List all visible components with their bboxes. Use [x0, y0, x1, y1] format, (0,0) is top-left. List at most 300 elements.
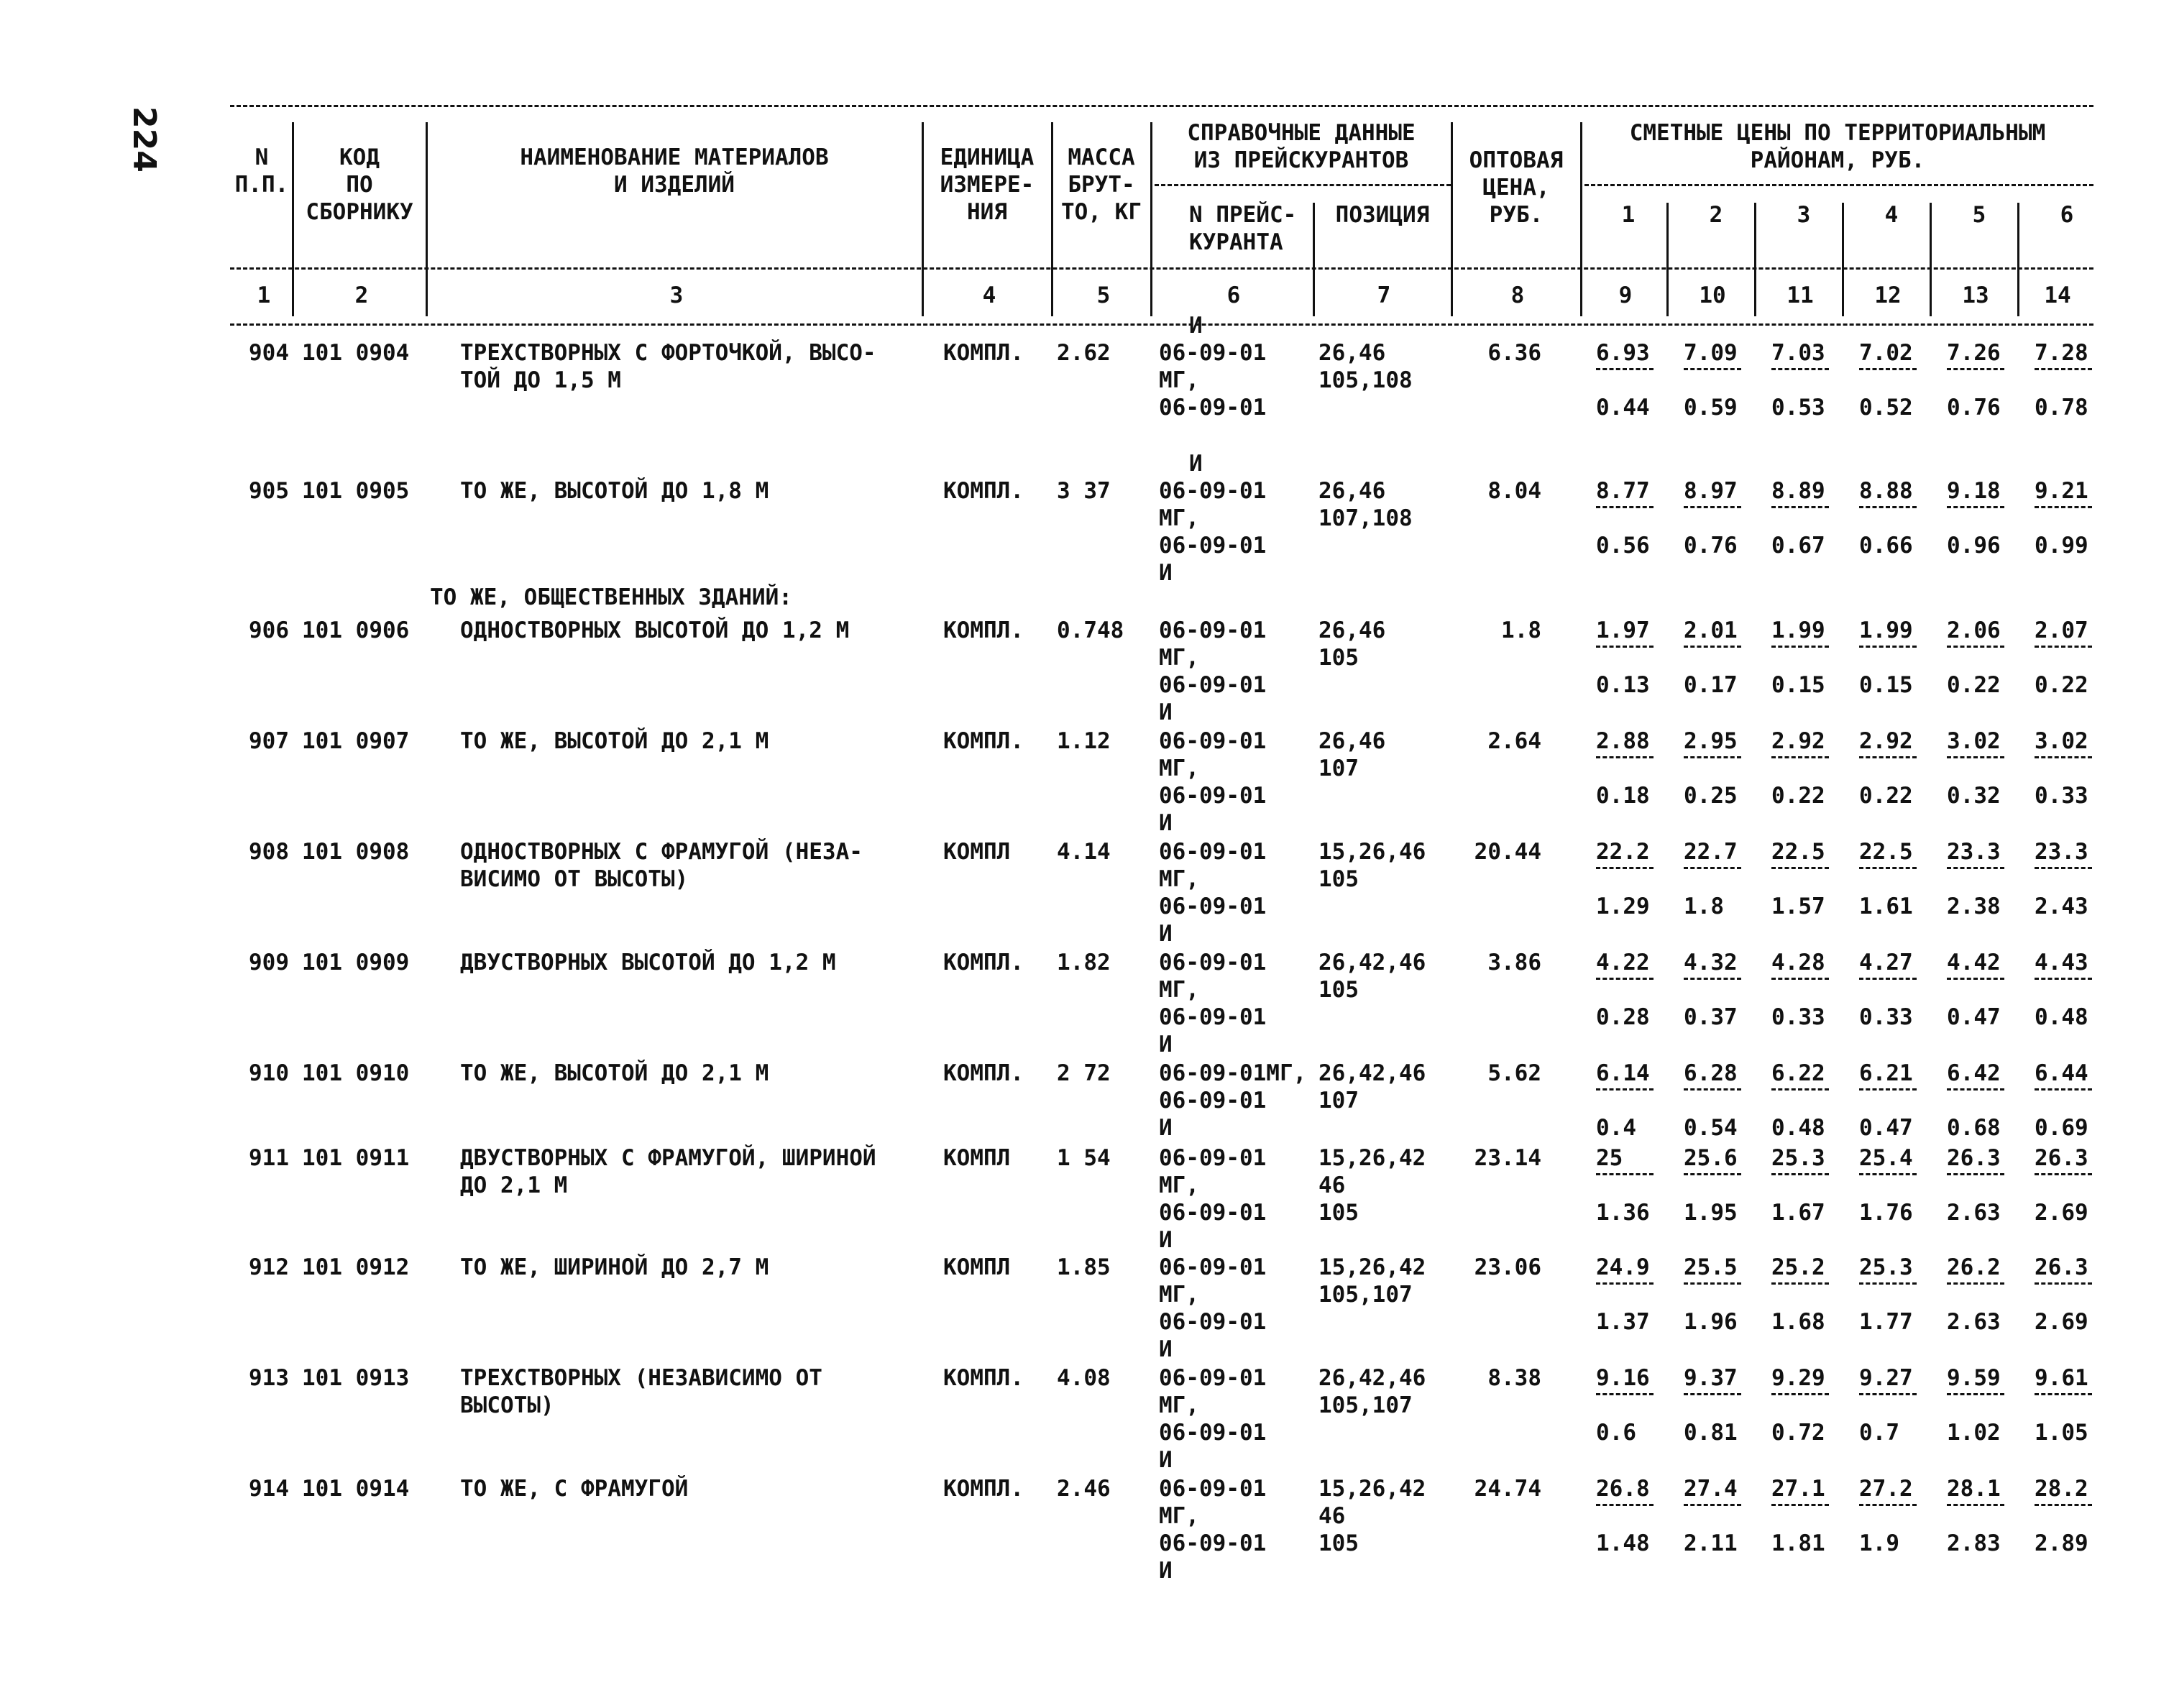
fraction-line — [1859, 1393, 1917, 1395]
row-number: 907 — [249, 728, 289, 754]
regional-transport-cost: 0.22 — [1771, 783, 1825, 809]
regional-price: 2.06 — [1947, 617, 2001, 643]
row-price-list: 06-09-01 МГ, 06-09-01 И — [1159, 950, 1267, 1057]
regional-price: 27.1 — [1771, 1476, 1825, 1502]
regional-price: 28.1 — [1947, 1476, 2001, 1502]
row-wholesale-price: 1.8 — [1501, 617, 1541, 643]
regional-transport-cost: 2.63 — [1947, 1200, 2001, 1226]
row-position: 26,46 107,108 — [1318, 478, 1413, 531]
fraction-line — [1859, 1504, 1917, 1506]
fraction-line — [1859, 1173, 1917, 1175]
regional-price: 28.2 — [2035, 1476, 2088, 1502]
fraction-line — [1684, 1088, 1741, 1091]
column-number: 9 — [1618, 283, 1633, 308]
row-unit: КОМПЛ. — [943, 1060, 1024, 1086]
fraction-line — [1771, 1282, 1829, 1285]
row-price-list: 06-09-01 МГ, 06-09-01 И — [1159, 1476, 1267, 1584]
column-number: 13 — [1962, 283, 1989, 308]
regional-transport-cost: 0.44 — [1596, 395, 1650, 421]
row-wholesale-price: 8.38 — [1487, 1365, 1541, 1391]
regional-transport-cost: 0.33 — [1771, 1004, 1825, 1030]
regional-transport-cost: 0.25 — [1684, 783, 1738, 809]
header-region-4: 4 — [1884, 202, 1899, 228]
fraction-line — [1596, 1393, 1654, 1395]
row-price-list: 06-09-01 МГ, 06-09-01 И — [1159, 1145, 1267, 1253]
row-mass: 2 72 — [1057, 1060, 1111, 1086]
row-position: 26,42,46 107 — [1318, 1060, 1426, 1114]
row-code: 101 0909 — [302, 950, 410, 975]
regional-transport-cost: 0.32 — [1947, 783, 2001, 809]
row-unit: КОМПЛ. — [943, 950, 1024, 975]
column-number: 1 — [257, 283, 271, 308]
fraction-line — [1947, 1173, 2004, 1175]
fraction-line — [1771, 978, 1829, 980]
regional-price: 6.28 — [1684, 1060, 1738, 1086]
row-number: 910 — [249, 1060, 289, 1086]
row-unit: КОМПЛ — [943, 839, 1011, 865]
row-code: 101 0914 — [302, 1476, 410, 1502]
fraction-line — [1596, 867, 1654, 869]
header-top-rule — [230, 105, 2093, 107]
row-name: ОДНОСТВОРНЫХ ВЫСОТОЙ ДО 1,2 М — [460, 617, 850, 643]
row-unit: КОМПЛ. — [943, 1365, 1024, 1391]
regional-transport-cost: 2.69 — [2035, 1309, 2088, 1335]
page-number: 224 — [126, 106, 162, 173]
column-number: 2 — [354, 283, 369, 308]
row-wholesale-price: 20.44 — [1474, 839, 1541, 865]
regional-transport-cost: 0.52 — [1859, 395, 1913, 421]
regional-transport-cost: 0.78 — [2035, 395, 2088, 421]
fraction-line — [2035, 1088, 2092, 1091]
regional-transport-cost: 0.7 — [1859, 1420, 1899, 1446]
row-price-list: 06-09-01 МГ, 06-09-01 И — [1159, 617, 1267, 725]
regional-price: 22.5 — [1859, 839, 1913, 865]
fraction-line — [1684, 756, 1741, 758]
regional-transport-cost: 0.68 — [1947, 1115, 2001, 1141]
row-wholesale-price: 23.06 — [1474, 1254, 1541, 1280]
row-position: 26,46 105,108 — [1318, 340, 1413, 393]
regional-price: 4.22 — [1596, 950, 1650, 975]
fraction-line — [2035, 1504, 2092, 1506]
regional-transport-cost: 0.48 — [2035, 1004, 2088, 1030]
regional-transport-cost: 1.29 — [1596, 894, 1650, 919]
row-position: 15,26,42 46 105 — [1318, 1145, 1426, 1226]
row-unit: КОМПЛ. — [943, 340, 1024, 366]
header-region-3: 3 — [1797, 202, 1811, 228]
fraction-line — [1947, 368, 2004, 370]
regional-price: 4.42 — [1947, 950, 2001, 975]
row-unit: КОМПЛ — [943, 1254, 1011, 1280]
regional-price: 9.59 — [1947, 1365, 2001, 1391]
price-list-prefix: И — [1189, 313, 1203, 339]
row-name: ТРЕХСТВОРНЫХ (НЕЗАВИСИМО ОТ ВЫСОТЫ) — [460, 1365, 822, 1418]
regional-price: 9.21 — [2035, 478, 2088, 504]
regional-transport-cost: 1.02 — [1947, 1420, 2001, 1446]
regional-price: 4.43 — [2035, 950, 2088, 975]
regional-price: 26.2 — [1947, 1254, 2001, 1280]
regional-transport-cost: 0.13 — [1596, 672, 1650, 698]
regional-transport-cost: 0.72 — [1771, 1420, 1825, 1446]
fraction-line — [1947, 1393, 2004, 1395]
fraction-line — [1771, 1088, 1829, 1091]
regional-transport-cost: 0.18 — [1596, 783, 1650, 809]
regional-transport-cost: 0.37 — [1684, 1004, 1738, 1030]
regional-transport-cost: 0.28 — [1596, 1004, 1650, 1030]
fraction-line — [1947, 867, 2004, 869]
row-position: 15,26,46 105 — [1318, 839, 1426, 892]
row-unit: КОМПЛ. — [943, 478, 1024, 504]
row-number: 908 — [249, 839, 289, 865]
regional-transport-cost: 1.81 — [1771, 1530, 1825, 1556]
header-region-6: 6 — [2060, 202, 2074, 228]
regional-transport-cost: 0.47 — [1947, 1004, 2001, 1030]
row-number: 905 — [249, 478, 289, 504]
regional-transport-cost: 2.38 — [1947, 894, 2001, 919]
regional-price: 8.89 — [1771, 478, 1825, 504]
fraction-line — [1596, 1173, 1654, 1175]
row-name: ТО ЖЕ, ВЫСОТОЙ ДО 2,1 М — [460, 1060, 769, 1086]
regional-price: 25.3 — [1859, 1254, 1913, 1280]
regional-transport-cost: 2.83 — [1947, 1530, 2001, 1556]
regional-price: 22.7 — [1684, 839, 1738, 865]
regional-transport-cost: 2.43 — [2035, 894, 2088, 919]
row-mass: 2.46 — [1057, 1476, 1111, 1502]
fraction-line — [1859, 506, 1917, 508]
row-mass: 4.08 — [1057, 1365, 1111, 1391]
regional-transport-cost: 0.17 — [1684, 672, 1738, 698]
regional-transport-cost: 0.4 — [1596, 1115, 1636, 1141]
regional-transport-cost: 0.59 — [1684, 395, 1738, 421]
row-unit: КОМПЛ. — [943, 728, 1024, 754]
fraction-line — [1596, 646, 1654, 648]
regional-transport-cost: 1.05 — [2035, 1420, 2088, 1446]
fraction-line — [1596, 978, 1654, 980]
row-code: 101 0907 — [302, 728, 410, 754]
regional-price: 4.27 — [1859, 950, 1913, 975]
header-name: НАИМЕНОВАНИЕ МАТЕРИАЛОВ И ИЗДЕЛИЙ — [520, 144, 829, 198]
row-mass: 1.82 — [1057, 950, 1111, 975]
regional-price: 1.99 — [1771, 617, 1825, 643]
regional-transport-cost: 1.76 — [1859, 1200, 1913, 1226]
regional-price: 6.22 — [1771, 1060, 1825, 1086]
fraction-line — [1859, 756, 1917, 758]
regional-transport-cost: 1.8 — [1684, 894, 1724, 919]
regional-price: 8.77 — [1596, 478, 1650, 504]
regional-price: 6.21 — [1859, 1060, 1913, 1086]
row-name: ТО ЖЕ, ВЫСОТОЙ ДО 1,8 М — [460, 478, 769, 504]
column-number: 5 — [1096, 283, 1111, 308]
regional-price: 3.02 — [2035, 728, 2088, 754]
regional-transport-cost: 1.67 — [1771, 1200, 1825, 1226]
regional-price: 6.44 — [2035, 1060, 2088, 1086]
regional-transport-cost: 1.95 — [1684, 1200, 1738, 1226]
row-unit: КОМПЛ. — [943, 617, 1024, 643]
fraction-line — [1596, 506, 1654, 508]
column-number: 4 — [982, 283, 996, 308]
fraction-line — [1684, 1504, 1741, 1506]
header-wholesale: ОПТОВАЯ ЦЕНА, РУБ. — [1469, 147, 1564, 228]
regional-price: 22.5 — [1771, 839, 1825, 865]
fraction-line — [1947, 978, 2004, 980]
regional-price: 6.14 — [1596, 1060, 1650, 1086]
regional-transport-cost: 0.47 — [1859, 1115, 1913, 1141]
section-heading: ТО ЖЕ, ОБЩЕСТВЕННЫХ ЗДАНИЙ: — [430, 584, 792, 610]
row-name: ТРЕХСТВОРНЫХ С ФОРТОЧКОЙ, ВЫСО- ТОЙ ДО 1,5 М — [460, 340, 876, 393]
fraction-line — [1684, 1282, 1741, 1285]
row-price-list: 06-09-01МГ, 06-09-01 И — [1159, 1060, 1307, 1141]
row-price-list: 06-09-01 МГ, 06-09-01 И — [1159, 478, 1267, 586]
fraction-line — [1947, 1504, 2004, 1506]
header-region-2: 2 — [1709, 202, 1723, 228]
regional-price: 2.07 — [2035, 617, 2088, 643]
row-position: 15,26,42 105,107 — [1318, 1254, 1426, 1308]
regional-price: 7.02 — [1859, 340, 1913, 366]
column-number: 14 — [2044, 283, 2071, 308]
region-group-divider — [1584, 184, 2093, 186]
regional-price: 27.2 — [1859, 1476, 1913, 1502]
column-number: 3 — [669, 283, 684, 308]
regional-transport-cost: 1.48 — [1596, 1530, 1650, 1556]
regional-price: 1.99 — [1859, 617, 1913, 643]
regional-price: 4.32 — [1684, 950, 1738, 975]
regional-price: 2.95 — [1684, 728, 1738, 754]
row-code: 101 0912 — [302, 1254, 410, 1280]
row-number: 912 — [249, 1254, 289, 1280]
regional-price: 2.88 — [1596, 728, 1650, 754]
regional-price: 25.6 — [1684, 1145, 1738, 1171]
row-code: 101 0910 — [302, 1060, 410, 1086]
header-position: ПОЗИЦИЯ — [1335, 202, 1430, 228]
header-mass: МАССА БРУТ- ТО, КГ — [1061, 144, 1142, 225]
fraction-line — [1771, 756, 1829, 758]
row-wholesale-price: 8.04 — [1487, 478, 1541, 504]
fraction-line — [1684, 506, 1741, 508]
regional-transport-cost: 0.67 — [1771, 533, 1825, 559]
regional-price: 27.4 — [1684, 1476, 1738, 1502]
row-position: 26,46 107 — [1318, 728, 1386, 781]
column-number: 8 — [1510, 283, 1525, 308]
regional-price: 8.88 — [1859, 478, 1913, 504]
regional-transport-cost: 0.22 — [1859, 783, 1913, 809]
fraction-line — [1771, 867, 1829, 869]
header-region-5: 5 — [1972, 202, 1986, 228]
regional-price: 26.3 — [1947, 1145, 2001, 1171]
regional-transport-cost: 0.48 — [1771, 1115, 1825, 1141]
row-price-list: 06-09-01 МГ, 06-09-01 И — [1159, 728, 1267, 836]
fraction-line — [2035, 368, 2092, 370]
fraction-line — [1947, 1088, 2004, 1091]
row-name: ТО ЖЕ, ШИРИНОЙ ДО 2,7 М — [460, 1254, 769, 1280]
regional-price: 9.29 — [1771, 1365, 1825, 1391]
header-bottom-rule — [230, 323, 2093, 326]
regional-transport-cost: 0.81 — [1684, 1420, 1738, 1446]
regional-price: 2.92 — [1859, 728, 1913, 754]
regional-transport-cost: 1.77 — [1859, 1309, 1913, 1335]
column-number: 7 — [1377, 283, 1391, 308]
regional-price: 23.3 — [1947, 839, 2001, 865]
regional-transport-cost: 1.9 — [1859, 1530, 1899, 1556]
regional-price: 1.97 — [1596, 617, 1650, 643]
fraction-line — [1596, 756, 1654, 758]
row-position: 26,42,46 105 — [1318, 950, 1426, 1003]
regional-price: 26.8 — [1596, 1476, 1650, 1502]
row-wholesale-price: 24.74 — [1474, 1476, 1541, 1502]
fraction-line — [1596, 1282, 1654, 1285]
row-mass: 1.85 — [1057, 1254, 1111, 1280]
fraction-line — [1859, 867, 1917, 869]
header-ref-group: СПРАВОЧНЫЕ ДАННЫЕ ИЗ ПРЕЙСКУРАНТОВ — [1187, 120, 1416, 173]
regional-price: 4.28 — [1771, 950, 1825, 975]
fraction-line — [1859, 978, 1917, 980]
regional-transport-cost: 0.76 — [1684, 533, 1738, 559]
header-region-group: СМЕТНЫЕ ЦЕНЫ ПО ТЕРРИТОРИАЛЬНЫМ РАЙОНАМ, РУБ. — [1629, 120, 2046, 173]
fraction-line — [2035, 756, 2092, 758]
regional-transport-cost: 0.54 — [1684, 1115, 1738, 1141]
row-code: 101 0911 — [302, 1145, 410, 1171]
row-unit: КОМПЛ — [943, 1145, 1011, 1171]
regional-transport-cost: 1.96 — [1684, 1309, 1738, 1335]
row-mass: 1.12 — [1057, 728, 1111, 754]
regional-price: 2.92 — [1771, 728, 1825, 754]
row-number: 913 — [249, 1365, 289, 1391]
regional-transport-cost: 0.69 — [2035, 1115, 2088, 1141]
fraction-line — [1947, 506, 2004, 508]
fraction-line — [1947, 646, 2004, 648]
row-name: ОДНОСТВОРНЫХ С ФРАМУГОЙ (НЕЗА- ВИСИМО ОТ ВЫСОТЫ) — [460, 839, 863, 892]
fraction-line — [1596, 368, 1654, 370]
column-number: 11 — [1787, 283, 1814, 308]
row-position: 26,46 105 — [1318, 617, 1386, 671]
row-name: ТО ЖЕ, С ФРАМУГОЙ — [460, 1476, 689, 1502]
fraction-line — [1859, 368, 1917, 370]
regional-price: 25.5 — [1684, 1254, 1738, 1280]
regional-transport-cost: 1.37 — [1596, 1309, 1650, 1335]
fraction-line — [2035, 506, 2092, 508]
regional-price: 2.01 — [1684, 617, 1738, 643]
regional-transport-cost: 2.69 — [2035, 1200, 2088, 1226]
fraction-line — [1771, 1173, 1829, 1175]
row-price-list: 06-09-01 МГ, 06-09-01 И — [1159, 1254, 1267, 1362]
fraction-line — [1947, 756, 2004, 758]
row-wholesale-price: 3.86 — [1487, 950, 1541, 975]
regional-transport-cost: 0.96 — [1947, 533, 2001, 559]
row-code: 101 0906 — [302, 617, 410, 643]
row-mass: 2.62 — [1057, 340, 1111, 366]
header-region-1: 1 — [1621, 202, 1636, 228]
regional-price: 3.02 — [1947, 728, 2001, 754]
row-code: 101 0913 — [302, 1365, 410, 1391]
fraction-line — [1684, 978, 1741, 980]
regional-transport-cost: 0.99 — [2035, 533, 2088, 559]
regional-price: 6.42 — [1947, 1060, 2001, 1086]
row-wholesale-price: 6.36 — [1487, 340, 1541, 366]
regional-price: 26.3 — [2035, 1145, 2088, 1171]
header-code: КОД ПО СБОРНИКУ — [306, 144, 413, 225]
regional-transport-cost: 0.15 — [1771, 672, 1825, 698]
regional-price: 9.61 — [2035, 1365, 2088, 1391]
regional-transport-cost: 2.89 — [2035, 1530, 2088, 1556]
row-number: 909 — [249, 950, 289, 975]
fraction-line — [1947, 1282, 2004, 1285]
row-code: 101 0905 — [302, 478, 410, 504]
regional-transport-cost: 1.57 — [1771, 894, 1825, 919]
regional-transport-cost: 0.76 — [1947, 395, 2001, 421]
row-price-list: 06-09-01 МГ, 06-09-01 И — [1159, 1365, 1267, 1473]
fraction-line — [1684, 1173, 1741, 1175]
regional-transport-cost: 0.33 — [1859, 1004, 1913, 1030]
ref-group-divider — [1155, 184, 1451, 186]
fraction-line — [1684, 646, 1741, 648]
fraction-line — [2035, 646, 2092, 648]
row-mass: 4.14 — [1057, 839, 1111, 865]
regional-price: 9.37 — [1684, 1365, 1738, 1391]
fraction-line — [2035, 867, 2092, 869]
fraction-line — [1596, 1504, 1654, 1506]
fraction-line — [1596, 1088, 1654, 1091]
regional-transport-cost: 1.68 — [1771, 1309, 1825, 1335]
regional-transport-cost: 2.63 — [1947, 1309, 2001, 1335]
fraction-line — [2035, 978, 2092, 980]
fraction-line — [1771, 646, 1829, 648]
row-name: ТО ЖЕ, ВЫСОТОЙ ДО 2,1 М — [460, 728, 769, 754]
fraction-line — [1859, 1282, 1917, 1285]
fraction-line — [1859, 1088, 1917, 1091]
fraction-line — [1771, 1393, 1829, 1395]
row-mass: 1 54 — [1057, 1145, 1111, 1171]
regional-price: 23.3 — [2035, 839, 2088, 865]
regional-price: 22.2 — [1596, 839, 1650, 865]
regional-price: 25.3 — [1771, 1145, 1825, 1171]
regional-price: 9.27 — [1859, 1365, 1913, 1391]
row-price-list: 06-09-01 МГ, 06-09-01 И — [1159, 839, 1267, 947]
row-number: 904 — [249, 340, 289, 366]
row-position: 26,42,46 105,107 — [1318, 1365, 1426, 1418]
row-wholesale-price: 2.64 — [1487, 728, 1541, 754]
fraction-line — [1684, 368, 1741, 370]
fraction-line — [1859, 646, 1917, 648]
regional-transport-cost: 0.53 — [1771, 395, 1825, 421]
row-price-list: 06-09-01 МГ, 06-09-01 — [1159, 340, 1267, 421]
row-wholesale-price: 5.62 — [1487, 1060, 1541, 1086]
fraction-line — [1771, 368, 1829, 370]
row-number: 906 — [249, 617, 289, 643]
regional-transport-cost: 0.15 — [1859, 672, 1913, 698]
header-unit: ЕДИНИЦА ИЗМЕРЕ- НИЯ — [940, 144, 1035, 225]
row-code: 101 0904 — [302, 340, 410, 366]
regional-transport-cost: 0.66 — [1859, 533, 1913, 559]
regional-price: 24.9 — [1596, 1254, 1650, 1280]
row-mass: 3 37 — [1057, 478, 1111, 504]
regional-price: 25.4 — [1859, 1145, 1913, 1171]
price-list-prefix: И — [1189, 451, 1203, 477]
header-n: N П.П. — [234, 144, 289, 198]
regional-transport-cost: 1.36 — [1596, 1200, 1650, 1226]
fraction-line — [2035, 1173, 2092, 1175]
regional-transport-cost: 0.22 — [2035, 672, 2088, 698]
column-number: 12 — [1874, 283, 1902, 308]
row-code: 101 0908 — [302, 839, 410, 865]
row-number: 914 — [249, 1476, 289, 1502]
regional-transport-cost: 0.33 — [2035, 783, 2088, 809]
fraction-line — [2035, 1393, 2092, 1395]
regional-transport-cost: 2.11 — [1684, 1530, 1738, 1556]
regional-transport-cost: 1.61 — [1859, 894, 1913, 919]
fraction-line — [1684, 867, 1741, 869]
column-number: 6 — [1226, 283, 1241, 308]
regional-price: 26.3 — [2035, 1254, 2088, 1280]
column-number: 10 — [1699, 283, 1726, 308]
regional-price: 9.16 — [1596, 1365, 1650, 1391]
